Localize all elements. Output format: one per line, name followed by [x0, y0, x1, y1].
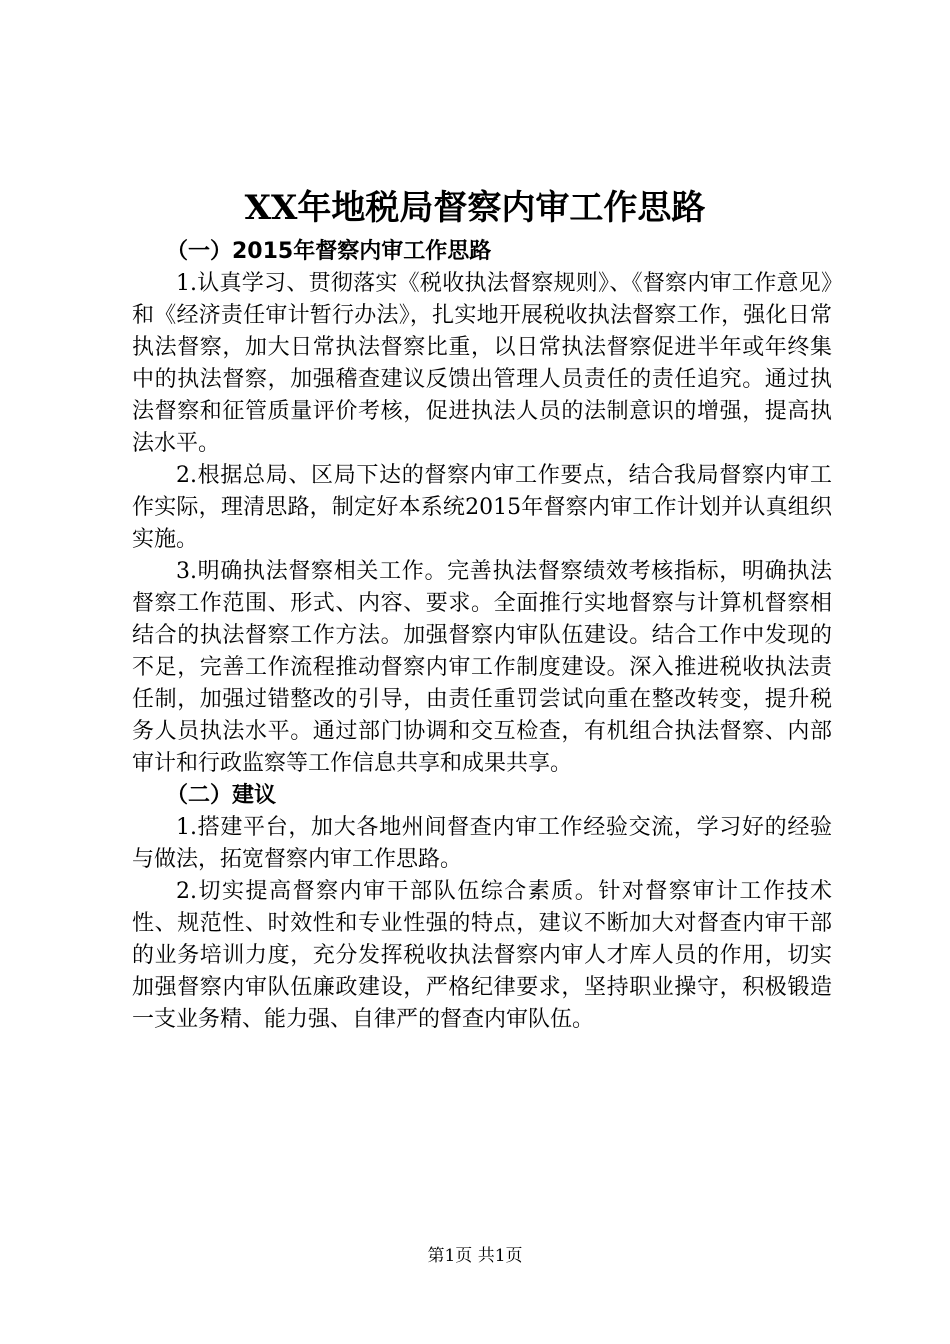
paragraph: 1.搭建平台，加大各地州间督查内审工作经验交流，学习好的经验与做法，拓宽督察内审工作思路。: [132, 815, 832, 872]
paragraph: 2.切实提高督察内审干部队伍综合素质。针对督察审计工作技术性、规范性、时效性和专业性强的特点，建议不断加大对督查内审干部的业务培训力度，充分发挥税收执法督察内审人才库人员的作用，切实加强督察内审队伍廉政建设，严格纪律要求，坚持职业操守，积极锻造一支业务精、能力强、自律严的督查内审队伍。: [132, 879, 832, 1032]
section-suggestions: [132, 780, 832, 1036]
paragraph: 1.认真学习、贯彻落实《税收执法督察规则》、《督察内审工作意见》和《经济责任审计暂行办法》，扎实地开展税收执法督察工作，强化日常执法督察，加大日常执法督察比重，以日常执法督察促进半年或年终集中的执法督察，加强稽查建议反馈出管理人员责任的责任追究。通过执法督察和征管质量评价考核，促进执法人员的法制意识的增强，提高执法水平。: [132, 271, 832, 456]
section-heading: （二）建议: [166, 783, 277, 808]
section-heading: （一）2015年督察内审工作思路: [166, 239, 492, 264]
page-footer: 第1页 共1页: [427, 1246, 523, 1266]
section-work-plan: [132, 236, 832, 780]
paragraph: 3.明确执法督察相关工作。完善执法督察绩效考核指标，明确执法督察工作范围、形式、内容、要求。全面推行实地督察与计算机督察相结合的执法督察工作方法。加强督察内审队伍建设。结合工作中发现的不足，完善工作流程推动督察内审工作制度建设。深入推进税收执法责任制，加强过错整改的引导，由责任重罚尝试向重在整改转变，提升税务人员执法水平。通过部门协调和交互检查，有机组合执法督察、内部审计和行政监察等工作信息共享和成果共享。: [132, 559, 832, 776]
document-title: XX年地税局督察内审工作思路: [244, 188, 706, 228]
paragraph: 2.根据总局、区局下达的督察内审工作要点，结合我局督察内审工作实际，理清思路，制定好本系统2015年督察内审工作计划并认真组织实施。: [132, 463, 832, 552]
document-body: [132, 236, 832, 1036]
